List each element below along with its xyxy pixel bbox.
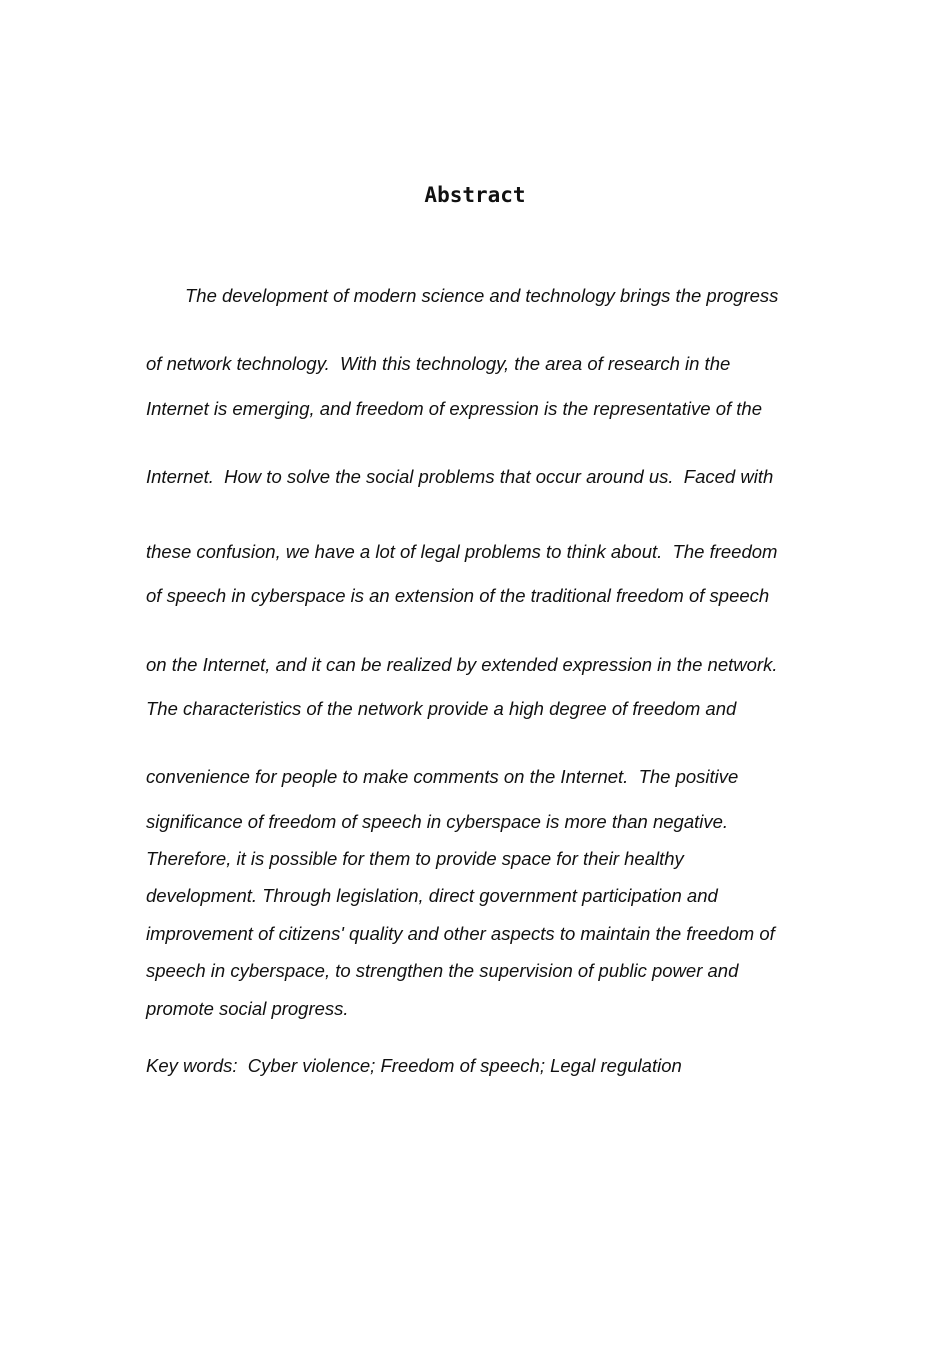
abstract-line-15: promote social progress. [146, 998, 349, 1019]
keywords-list: Cyber violence; Freedom of speech; Legal regulation [237, 1055, 682, 1076]
abstract-line-2: of network technology. With this technology, the area of research in the [146, 353, 731, 374]
abstract-line-10: significance of freedom of speech in cyberspace is more than negative. [146, 811, 729, 832]
abstract-title: Abstract [424, 183, 526, 207]
abstract-line-1: The development of modern science and technology brings the progress [185, 285, 779, 306]
keywords-separator: : [232, 1055, 238, 1076]
abstract-line-11: Therefore, it is possible for them to provide space for their healthy [146, 848, 684, 869]
keywords-line [146, 1054, 682, 1078]
abstract-line-14: speech in cyberspace, to strengthen the supervision of public power and [146, 960, 739, 981]
abstract-line-9: convenience for people to make comments on the Internet. The positive [146, 766, 739, 787]
abstract-line-7: on the Internet, and it can be realized by extended expression in the network. [146, 654, 778, 675]
abstract-line-5: these confusion, we have a lot of legal problems to think about. The freedom [146, 541, 778, 562]
abstract-line-4: Internet. How to solve the social problems that occur around us. Faced with [146, 466, 774, 487]
abstract-line-6: of speech in cyberspace is an extension of the traditional freedom of speech [146, 585, 770, 606]
abstract-line-13: improvement of citizens' quality and other aspects to maintain the freedom of [146, 923, 775, 944]
abstract-line-12: development. Through legislation, direct government participation and [146, 885, 718, 906]
abstract-line-8: The characteristics of the network provide a high degree of freedom and [146, 698, 737, 719]
abstract-line-3: Internet is emerging, and freedom of expression is the representative of the [146, 398, 762, 419]
keywords-label: Key words [146, 1055, 233, 1076]
